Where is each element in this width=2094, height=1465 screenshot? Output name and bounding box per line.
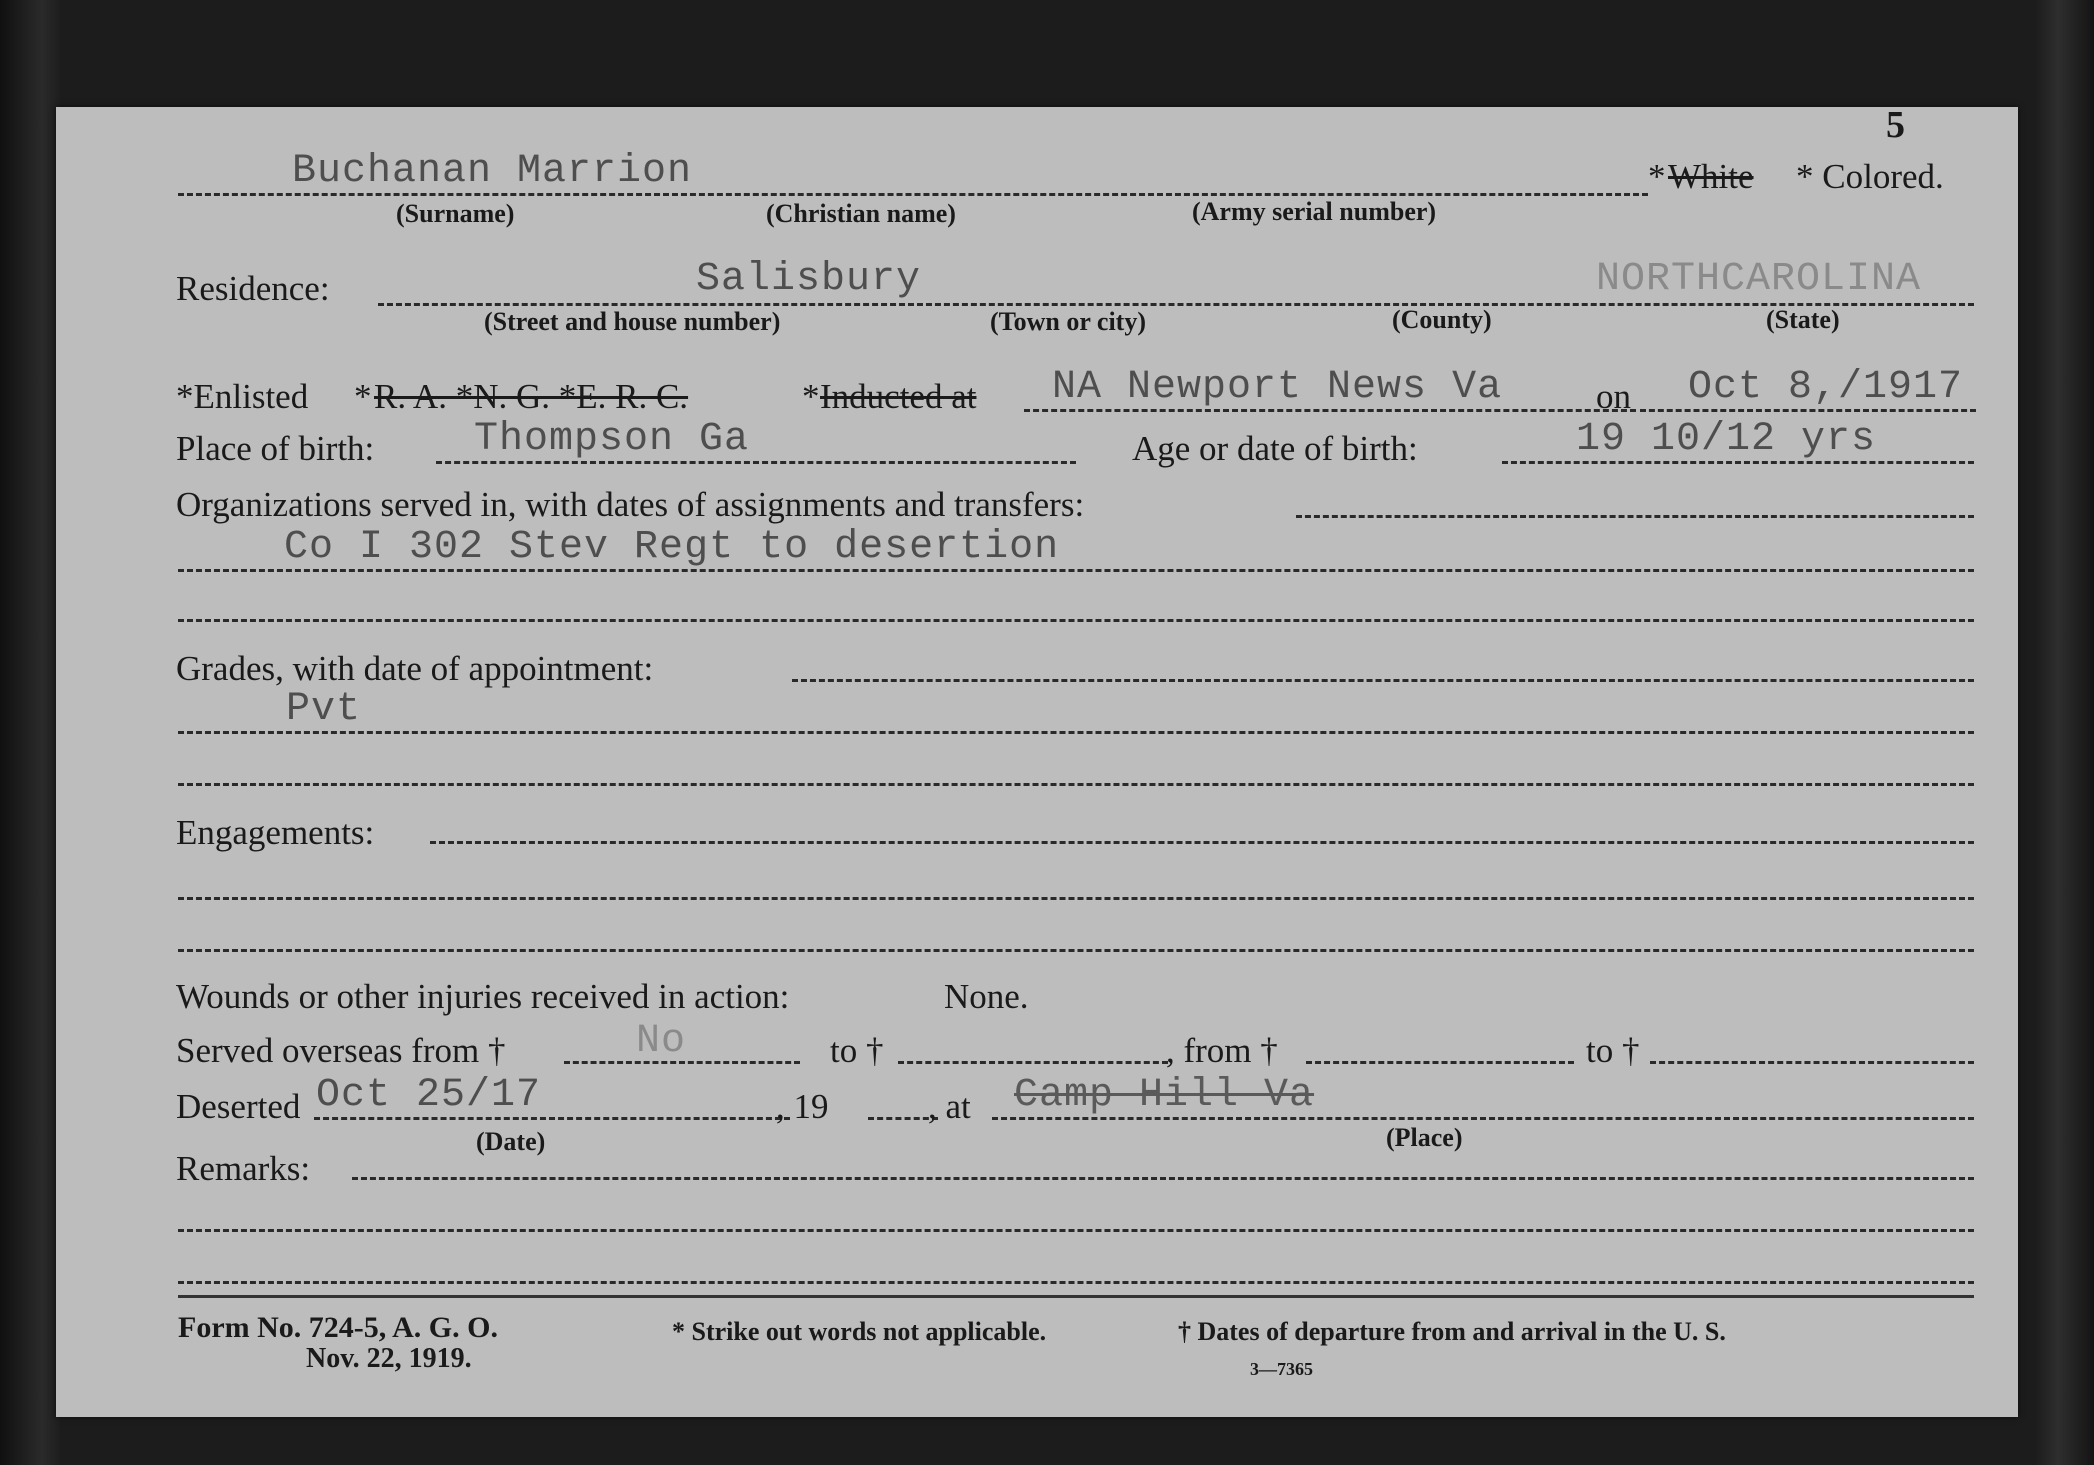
race-white: White <box>1668 157 1754 196</box>
deserted-at-label: , at <box>928 1087 971 1126</box>
scan-border-right <box>2034 0 2094 1465</box>
organizations-line-3 <box>178 619 1974 622</box>
form-date: Nov. 22, 1919. <box>306 1343 472 1374</box>
overseas-to-line-2 <box>1650 1061 1974 1064</box>
form-number: Form No. 724-5, A. G. O. <box>178 1311 498 1344</box>
record-card <box>56 104 2018 1417</box>
age-value: 19 10/12 yrs <box>1576 417 1877 462</box>
caption-christian-name: (Christian name) <box>766 199 956 228</box>
remarks-line-3 <box>178 1281 1974 1284</box>
place-of-birth-label: Place of birth: <box>176 429 375 468</box>
card-number: 5 <box>1886 104 1905 146</box>
overseas-to-label-1: to † <box>830 1031 884 1070</box>
wounds-label: Wounds or other injuries received in action: <box>176 977 790 1016</box>
remarks-line-2 <box>178 1229 1974 1232</box>
remarks-label: Remarks: <box>176 1149 311 1188</box>
age-label: Age or date of birth: <box>1132 429 1418 468</box>
on-label: on <box>1596 377 1631 416</box>
caption-surname: (Surname) <box>396 199 515 228</box>
enlisted-struck-options: R. A. *N. G. *E. R. C. <box>374 377 689 416</box>
caption-place: (Place) <box>1386 1123 1463 1152</box>
overseas-value: No <box>636 1019 687 1064</box>
grades-line-1 <box>792 679 1974 682</box>
enlisted-star: * <box>354 377 372 416</box>
caption-town: (Town or city) <box>990 307 1146 336</box>
race-colored: * Colored. <box>1796 157 1944 196</box>
deserted-year-label: , 19 <box>776 1087 829 1126</box>
overseas-to-line-1 <box>898 1061 1168 1064</box>
remarks-line-1 <box>352 1177 1974 1180</box>
engagements-line-2 <box>178 897 1974 900</box>
scan-border-left <box>0 0 60 1465</box>
caption-county: (County) <box>1392 305 1492 334</box>
residence-state-value: NORTHCAROLINA <box>1596 257 1922 302</box>
place-of-birth-value: Thompson Ga <box>474 417 750 462</box>
caption-date: (Date) <box>476 1127 546 1156</box>
organizations-line-1 <box>1296 515 1974 518</box>
print-code: 3—7365 <box>1250 1359 1313 1379</box>
deserted-label: Deserted <box>176 1087 301 1126</box>
surname-value: Buchanan Marrion <box>292 149 693 194</box>
grades-label: Grades, with date of appointment: <box>176 649 654 688</box>
caption-street: (Street and house number) <box>484 307 781 336</box>
deserted-place-value: Camp Hill Va <box>1014 1073 1315 1118</box>
organizations-value: Co I 302 Stev Regt to desertion <box>284 525 1060 570</box>
race-star: * <box>1648 157 1666 196</box>
residence-label: Residence: <box>176 269 330 308</box>
footer-divider <box>178 1295 1974 1298</box>
strike-out-note: * Strike out words not applicable. <box>672 1317 1047 1346</box>
grades-line-2 <box>178 731 1974 734</box>
inducted-value: NA Newport News Va <box>1052 365 1503 410</box>
overseas-from-line-2 <box>1306 1061 1574 1064</box>
overseas-label: Served overseas from † <box>176 1031 506 1070</box>
dates-note: † Dates of departure from and arrival in the U. S. <box>1178 1317 1726 1346</box>
overseas-to-label-2: to † <box>1586 1031 1640 1070</box>
residence-city-value: Salisbury <box>696 257 922 302</box>
deserted-date-value: Oct 25/17 <box>316 1073 542 1118</box>
caption-state: (State) <box>1766 305 1840 334</box>
engagements-label: Engagements: <box>176 813 375 852</box>
inducted-date-value: Oct 8,/1917 <box>1688 365 1964 410</box>
organizations-label: Organizations served in, with dates of assignments and transfers: <box>176 485 1085 524</box>
engagements-line-1 <box>430 841 1974 844</box>
inducted-label: Inducted at <box>820 377 977 416</box>
grades-value: Pvt <box>286 687 362 732</box>
inducted-star: * <box>802 377 820 416</box>
caption-serial-number: (Army serial number) <box>1192 197 1437 226</box>
engagements-line-3 <box>178 949 1974 952</box>
overseas-from-label-2: , from † <box>1166 1031 1278 1070</box>
residence-line <box>378 303 1974 306</box>
enlisted-label: *Enlisted <box>176 377 309 416</box>
grades-line-3 <box>178 783 1974 786</box>
wounds-value: None. <box>944 977 1029 1016</box>
